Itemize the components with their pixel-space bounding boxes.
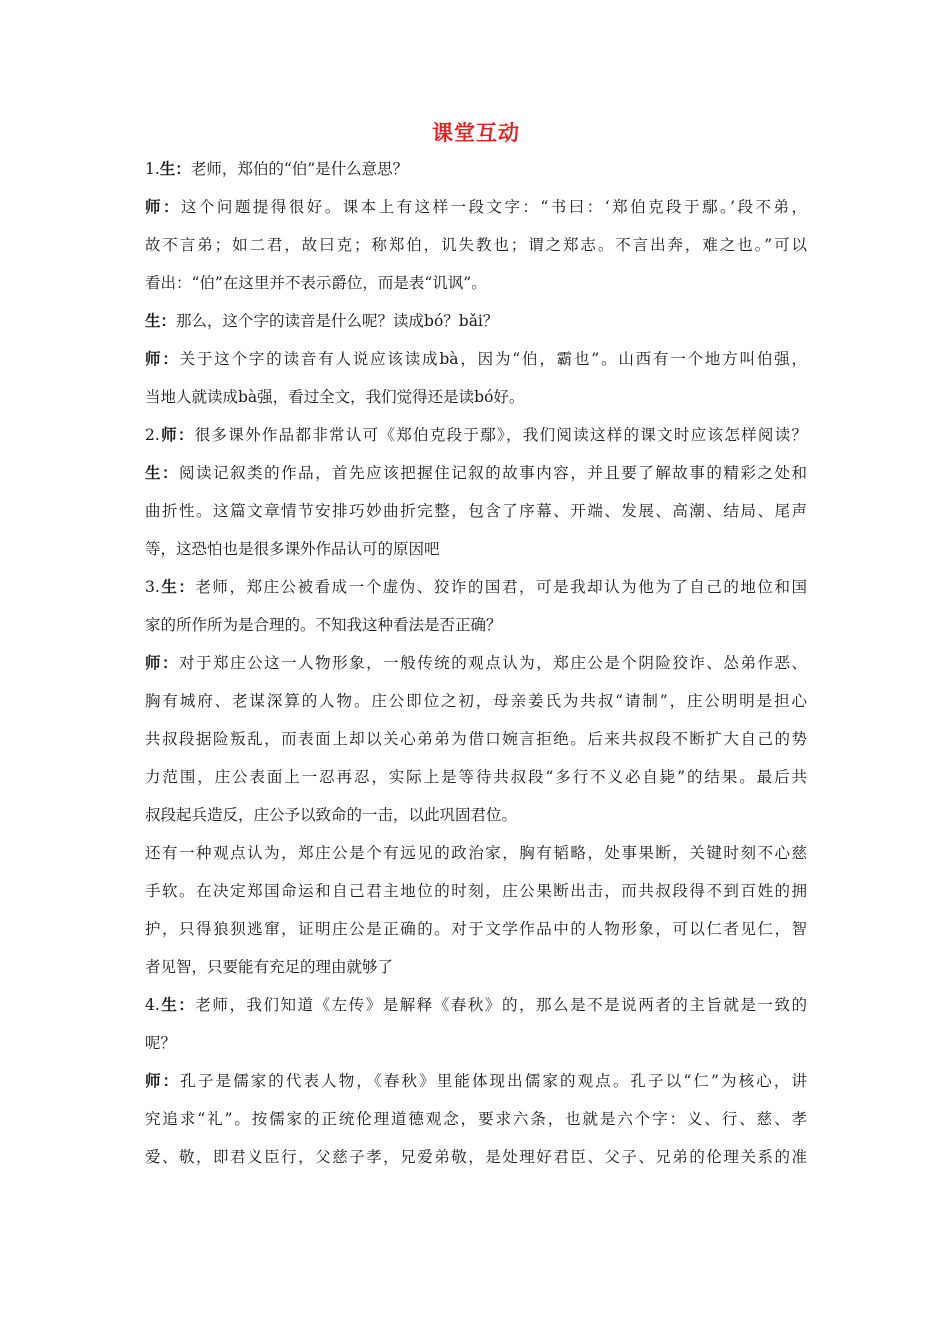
speaker-label: 生： [159, 996, 196, 1014]
line-text: 老师，郑伯的“伯”是什么意思？ [190, 160, 409, 178]
text-line [145, 568, 807, 606]
line-text: 曲折性。这篇文章情节安排巧妙曲折完整，包含了序幕、开端、发展、高潮、结局、尾声 [145, 502, 807, 520]
text-line [145, 530, 807, 568]
text-line [145, 1024, 807, 1062]
line-text: 者见智，只要能有充足的理由就够了 [145, 958, 394, 976]
document-page [145, 118, 807, 1176]
text-line [145, 1062, 807, 1100]
line-text: 故不言弟；如二君，故曰克；称郑伯，讥失教也；谓之郑志。不言出奔，难之也。”可以 [145, 236, 807, 254]
line-text: 护，只得狼狈逃窜，证明庄公是正确的。对于文学作品中的人物形象，可以仁者见仁，智 [145, 920, 807, 938]
line-text: 手软。在决定郑国命运和自己君主地位的时刻，庄公果断出击，而共叔段得不到百姓的拥 [145, 882, 807, 900]
text-line [145, 150, 807, 188]
text-line [145, 264, 807, 302]
line-text: 那么，这个字的读音是什么呢？读成bó？bǎi？ [176, 312, 499, 330]
line-text: 很多课外作品都非常认可《郑伯克段于鄢》，我们阅读这样的课文时应该怎样阅读？ [194, 426, 807, 444]
speaker-label: 生： [159, 160, 191, 178]
item-number: 3. [145, 578, 160, 596]
text-line [145, 796, 807, 834]
text-line [145, 302, 807, 340]
text-line [145, 340, 807, 378]
text-line [145, 416, 807, 454]
speaker-label: 师： [145, 350, 180, 368]
line-text: 对于郑庄公这一人物形象，一般传统的观点认为，郑庄公是个阴险狡诈、怂弟作恶、 [179, 654, 807, 672]
line-text: 叔段起兵造反，庄公予以致命的一击，以此巩固君位。 [145, 806, 518, 824]
text-line [145, 682, 807, 720]
text-line [145, 226, 807, 264]
line-text: 呢？ [145, 1034, 177, 1052]
line-text: 共叔段据险叛乱，而表面上却以关心弟弟为借口婉言拒绝。后来共叔段不断扩大自己的势 [145, 730, 807, 748]
line-text: 究追求“礼”。按儒家的正统伦理道德观念，要求六条，也就是六个字：义、行、慈、孝 [145, 1110, 807, 1128]
line-text: 看出：“伯”在这里并不表示爵位，而是表“讥讽”。 [145, 274, 487, 292]
line-text: 阅读记叙类的作品，首先应该把握住记叙的故事内容，并且要了解故事的精彩之处和 [179, 464, 807, 482]
document-body [145, 150, 807, 1176]
line-text: 这个问题提得很好。课本上有这样一段文字：“书曰：‘郑伯克段于鄢。’段不弟， [180, 198, 807, 216]
item-number: 2. [145, 426, 160, 444]
text-line [145, 1100, 807, 1138]
line-text: 胸有城府、老谋深算的人物。庄公即位之初，母亲姜氏为共叔“请制”，庄公明明是担心 [145, 692, 807, 710]
speaker-label: 师： [145, 198, 181, 216]
text-line [145, 758, 807, 796]
item-number: 4. [145, 996, 160, 1014]
text-line [145, 492, 807, 530]
text-line [145, 606, 807, 644]
page-title: 课堂互动 [432, 121, 520, 145]
text-line [145, 986, 807, 1024]
line-text: 老师，我们知道《左传》是解释《春秋》的，那么是不是说两者的主旨就是一致的 [195, 996, 807, 1014]
text-line [145, 454, 807, 492]
speaker-label: 生： [145, 312, 177, 330]
text-line [145, 872, 807, 910]
text-line [145, 834, 807, 872]
line-text: 等，这恐怕也是很多课外作品认可的原因吧 [145, 540, 440, 558]
text-line [145, 378, 807, 416]
line-text: 当地人就读成bà强，看过全文，我们觉得还是读bó好。 [145, 388, 525, 406]
text-line [145, 644, 807, 682]
text-line [145, 720, 807, 758]
line-text: 爱、敬，即君义臣行，父慈子孝，兄爱弟敬，是处理好君臣、父子、兄弟的伦理关系的准 [145, 1148, 807, 1166]
line-text: 家的所作所为是合理的。不知我这种看法是否正确？ [145, 616, 502, 634]
text-line [145, 910, 807, 948]
speaker-label: 师： [159, 426, 195, 444]
line-text: 老师，郑庄公被看成一个虚伪、狡诈的国君，可是我却认为他为了自己的地位和国 [195, 578, 807, 596]
speaker-label: 生： [159, 578, 196, 596]
speaker-label: 师： [145, 654, 180, 672]
line-text: 还有一种观点认为，郑庄公是个有远见的政治家，胸有韬略，处事果断，关键时刻不心慈 [145, 844, 807, 862]
speaker-label: 生： [145, 464, 180, 482]
line-text: 孔子是儒家的代表人物，《春秋》里能体现出儒家的观点。孔子以“仁”为核心，讲 [180, 1072, 807, 1090]
text-line [145, 188, 807, 226]
line-text: 关于这个字的读音有人说应该读成bà，因为“伯，霸也”。山西有一个地方叫伯强， [179, 350, 807, 368]
text-line [145, 1138, 807, 1176]
speaker-label: 师： [145, 1072, 181, 1090]
item-number: 1. [145, 160, 160, 178]
line-text: 力范围，庄公表面上一忍再忍，实际上是等待共叔段“多行不义必自毙”的结果。最后共 [145, 768, 807, 786]
text-line [145, 948, 807, 986]
